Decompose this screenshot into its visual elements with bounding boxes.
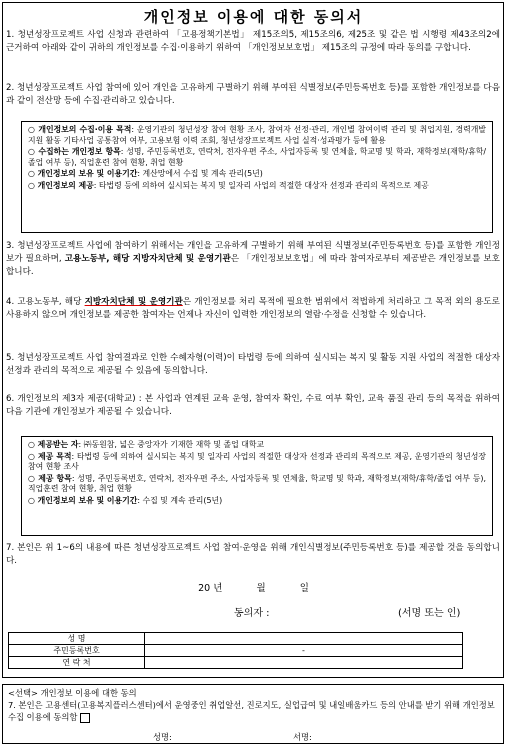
date-line [0,580,507,594]
optional-consent-checkbox[interactable] [80,713,90,723]
table-row [9,657,463,669]
resident-number-field[interactable]: - [145,645,463,657]
name-field[interactable] [145,633,463,645]
box2-item-recipient: ○ 제공받는 자: ㈜동원참, 넓은 중앙자가 기재한 재학 및 졸업 대학교 [28,440,265,449]
name-label: 성 명 [9,633,145,645]
paragraph-6: 6. 개인정보의 제3자 제공(대학교) : 본 사업과 연계된 교육 운영, 참여자 확인, 수료 여부 확인, 교육 품질 관리 등의 목적을 위하여 다음 기관에 개인정보가 제공될 수 있습니다. [6,394,500,417]
paragraph-4: 4. 고용노동부, 해당 지방자치단체 및 운영기관은 개인정보를 처리 목적에 필요한 범위에서 적법하게 처리하고 그 목적 외의 용도로 사용하지 않으며 개인정보를 제공한 참여자는 언제나 자신이 입력한 개인정보의 열람·수정을 신청할 수 있습니다. [6,297,500,320]
optional-header: <선택> 개인정보 이용에 대한 동의 [8,688,137,698]
third-party-box [21,436,493,536]
box2-item-purpose: ○ 제공 목적: 타법령 등에 의하여 실시되는 복지 및 일자리 사업의 적절한 대상자 선정과 관리의 목적으로 제공, 운영기관의 청년성장 참여 현황 조사 [28,451,486,472]
table-row [9,633,463,645]
agreer-label: 동의자 : [234,608,270,619]
optional-name-label[interactable]: 성명: [153,732,172,742]
box2-item-fields: ○ 제공 항목: 성명, 주민등록번호, 연락처, 전자우편 주소, 사업자등록 및 연체율, 학교명 및 학과, 재학정보(재학/휴학/졸업 여부 등), 직업훈련 참여 현황, 취업 현황 [28,473,486,494]
signature-note: (서명 또는 인) [398,608,461,619]
document-title: 개인정보 이용에 대한 동의서 [143,8,364,26]
date-day[interactable]: 일 [299,583,309,594]
optional-consent-box [2,684,504,744]
contact-field[interactable] [145,657,463,669]
date-month[interactable]: 월 [256,583,266,594]
paragraph-5: 5. 청년성장프로젝트 사업 참여결과로 인한 수혜자형(이력)이 타법령 등에 의하여 실시되는 복지 및 활동 지원 사업의 적절한 대상자 선정과 관리의 목적으로 제공될 수 있음에 동의합니다. [6,353,500,376]
optional-sign-label[interactable]: 서명: [293,732,312,742]
box1-item-retention: ○ 개인정보의 보유 및 이용기간: 계산망에서 수집 및 계속 관리(5년) [28,169,263,179]
optional-text: 7. 본인은 고용센터(고용복지플러스센터)에서 운영중인 취업알선, 진로지도, 실업급여 및 내일배움카드 등의 안내를 받기 위해 개인정보 수집 이용에 동의함 [8,700,495,722]
box2-item-retention: ○ 개인정보의 보유 및 이용기간: 수집 및 계속 관리(5년) [28,495,223,505]
box1-item-fields: ○ 수집하는 개인정보 항목: 성명, 주민등록번호, 연락처, 전자우편 주소, 사업자등록 및 연체율, 학교명 및 학과, 재학정보(재학/휴학/졸업 여부 등), 직업훈련 참여 현황, 취업 현황 [28,147,486,167]
contact-label: 연 락 처 [9,657,145,669]
box1-item-provision: ○ 개인정보의 제공: 타법령 등에 의하여 실시되는 복지 및 일자리 사업의 적절한 대상자 선정과 관리의 목적으로 제공 [28,180,429,190]
paragraph-1: 1. 청년성장프로젝트 사업 신청과 관련하여 「고용정책기본법」 제15조의5, 제15조의6, 제25조 및 같은 법 시행령 제43조의2에 근거하여 아래와 같이 귀하의 개인정보를 수집·이용하기 위하여 「개인정보보호법」 제15조의 규정에 따라 동의를 구합니다. [6,30,500,53]
date-year[interactable]: 20 년 [198,583,223,594]
table-row [9,645,463,657]
paragraph-2: 2. 청년성장프로젝트 사업 참여에 있어 개인을 고유하게 구별하기 위해 부여된 식별정보(주민등록번호 등)를 포함한 개인정보를 다음과 같이 전산망 등에 수집·관리하고 있습니다. [6,83,500,106]
paragraph-7: 7. 본인은 위 1~6의 내용에 따른 청년성장프로젝트 사업 참여·운영을 위해 개인식별정보(주민등록번호 등)를 제공할 것을 동의합니다. [6,543,500,566]
paragraph-3: 3. 청년성장프로젝트 사업에 참여하기 위해서는 개인을 고유하게 구별하기 위해 부여된 식별정보(주민등록번호 등)를 포함한 개인정보가 필요하며, 고용노동부, 해당 지방자치단체 및 운영기관은 「개인정보보호법」에 따라 참여자로부터 제공받은 개인정보를 보호합니다. [6,241,500,277]
box1-item-purpose: ○ 개인정보의 수집·이용 목적: 운영기관의 청년성장 참여 현황 조사, 참여자 선정·관리, 개인별 참여이력 관리 및 취업지원, 경력개발지원 활동 기타사업 공통참여 여부, 고용보험 이력 조회, 청년성장프로젝트 사업 실적·성과평가 등에 활용 [28,125,486,145]
personal-info-table [8,632,463,669]
resident-number-label: 주민등록번호 [9,645,145,657]
collection-info-box [21,121,493,233]
